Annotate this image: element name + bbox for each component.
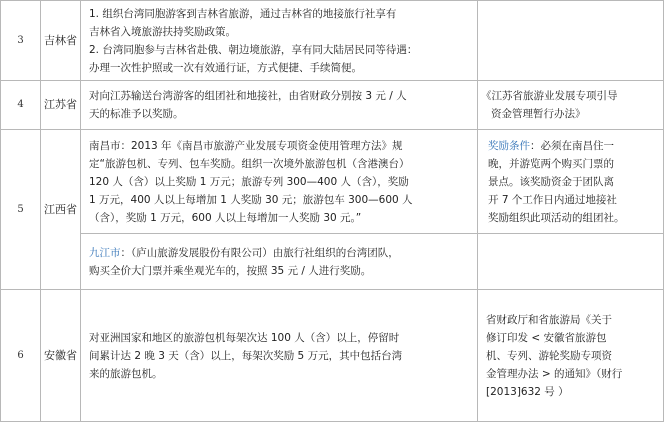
table-row-jiangxi-jiujiang xyxy=(1,234,664,290)
province-name: 江西省 xyxy=(41,130,81,290)
condition-text xyxy=(478,135,663,229)
basis-text xyxy=(478,309,663,403)
basis-cell xyxy=(478,81,664,130)
condition-line: 晚，并游览两个购买门票的 xyxy=(488,157,614,170)
basis-cell-jiujiang xyxy=(478,234,664,290)
condition-line-rest: ：必须在南昌住一 xyxy=(530,139,614,152)
condition-label: 奖励条件 xyxy=(488,139,530,152)
policy-line: 来的旅游包机。 xyxy=(89,367,163,380)
policy-line: 2. 台湾同胞参与吉林省赴俄、朝边境旅游，享有同大陆居民同等待遇： xyxy=(89,43,418,56)
basis-line: [2013]632 号 ） xyxy=(486,385,569,398)
table-row-jiangxi xyxy=(1,130,664,234)
basis-line: 机、专列、游轮奖励专项资 xyxy=(486,349,612,362)
policy-line: 间累计达 2 晚 3 天（含）以上，每架次奖励 5 万元，其中包括台湾 xyxy=(89,349,403,362)
policy-text xyxy=(81,242,477,282)
table-row-jilin xyxy=(1,1,664,81)
policy-line: 办理一次性护照或一次有效通行证，方式便捷、手续简便。 xyxy=(89,61,362,74)
policy-line: 吉林省入境旅游扶持奖励政策。 xyxy=(89,25,236,38)
policy-line: 定“旅游包机、专列、包车奖励。组织一次境外旅游包机（含港澳台） xyxy=(89,157,410,170)
policy-cell-jiujiang xyxy=(81,234,478,290)
policy-cell xyxy=(81,81,478,130)
basis-cell-nanchang xyxy=(478,130,664,234)
province-name: 吉林省 xyxy=(41,1,81,81)
basis-line: 金管理办法 > 的通知》（财行 xyxy=(486,367,623,380)
city-name: 南昌市 xyxy=(89,139,121,152)
table-row-anhui xyxy=(1,290,664,422)
policy-line: 对亚洲国家和地区的旅游包机每架次达 100 人（含）以上，停留时 xyxy=(89,331,400,344)
province-name: 江苏省 xyxy=(41,81,81,130)
row-number: 5 xyxy=(1,130,41,290)
basis-line: 资金管理暂行办法》 xyxy=(491,108,586,120)
province-name: 安徽省 xyxy=(41,290,81,422)
policy-text xyxy=(81,327,477,385)
row-number: 6 xyxy=(1,290,41,422)
policy-line-rest: ：（庐山旅游发展股份有限公司）由旅行社组织的台湾团队， xyxy=(120,246,399,259)
row-number: 4 xyxy=(1,81,41,130)
policy-cell xyxy=(81,290,478,422)
basis-text xyxy=(478,85,663,125)
policy-line: 120 人（含）以上奖励 1 万元；旅游专列 300—400 人（含），奖励 xyxy=(89,175,409,188)
policy-line: 1. 组织台湾同胞游客到吉林省旅游，通过吉林省的地接旅行社享有 xyxy=(89,7,397,20)
basis-line: 修订印发 < 安徽省旅游包 xyxy=(486,331,607,344)
basis-cell xyxy=(478,290,664,422)
policy-text xyxy=(81,3,477,79)
policy-text xyxy=(81,135,477,229)
policy-line: 购买全价大门票并乘坐观光车的，按照 35 元 / 人进行奖励。 xyxy=(89,264,372,277)
policy-line: 天的标准予以奖励。 xyxy=(89,108,184,120)
policy-cell-nanchang xyxy=(81,130,478,234)
condition-line: 开 7 个工作日内通过地接社 xyxy=(488,193,617,206)
basis-line: 省财政厅和省旅游局《关于 xyxy=(486,313,612,326)
table-row-jiangsu xyxy=(1,81,664,130)
policy-text xyxy=(81,85,477,125)
policy-line xyxy=(89,244,469,262)
policy-line: 对向江苏输送台湾游客的组团社和地接社，由省财政分别按 3 元 / 人 xyxy=(89,90,407,102)
policy-cell xyxy=(81,1,478,81)
policy-line: （含），奖励 1 万元，600 人以上每增加一人奖励 30 元。” xyxy=(89,211,362,224)
policy-line: 1 万元，400 人以上每增加 1 人奖励 30 元；旅游包车 300—600 人 xyxy=(89,193,413,206)
city-name: 九江市 xyxy=(89,246,121,259)
condition-line: 奖励组织此项活动的组团社。 xyxy=(488,211,625,224)
condition-line xyxy=(488,137,655,155)
policy-line-rest: ：2013 年《南昌市旅游产业发展专项资金使用管理方法》规 xyxy=(120,139,403,152)
policy-line xyxy=(89,137,469,155)
basis-line: 《江苏省旅游业发展专项引导 xyxy=(481,90,618,102)
basis-cell xyxy=(478,1,664,81)
condition-line: 景点。该奖励资金于团队离 xyxy=(488,175,614,188)
row-number: 3 xyxy=(1,1,41,81)
